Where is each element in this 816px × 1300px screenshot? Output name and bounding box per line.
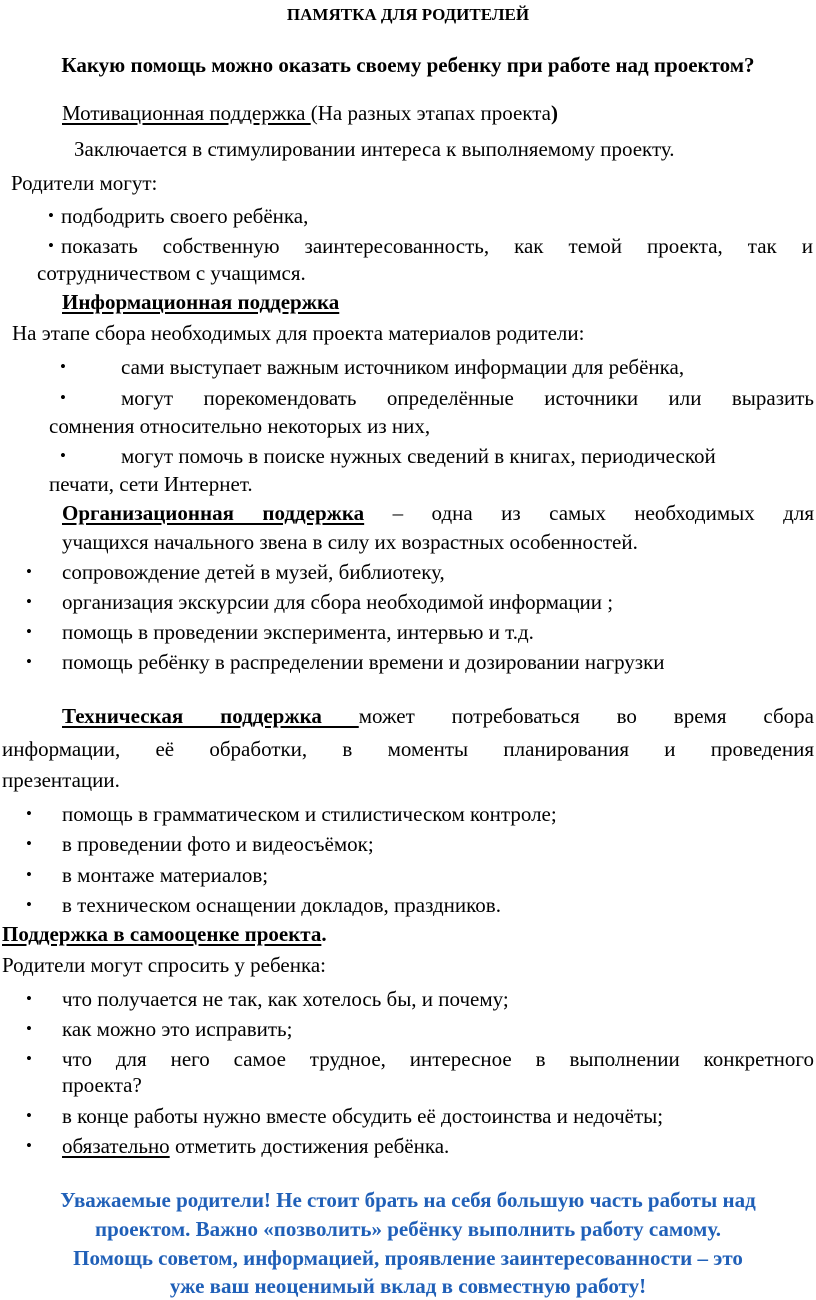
information-item-1: сами выступает важным источником информации для ребёнка,: [121, 355, 685, 379]
bullet-icon: •: [26, 592, 32, 611]
bullet-icon: •: [26, 1136, 32, 1155]
selfassessment-item-5-underlined: обязательно: [62, 1134, 170, 1158]
information-item-2-line-1: могут порекомендовать определённые источники или выразить: [121, 386, 814, 410]
bullet-icon: •: [26, 834, 32, 853]
technical-description-line-2: информации, её обработки, в моменты планирования и проведения: [2, 737, 814, 761]
closing-line-2: проектом. Важно «позволить» ребёнку выполнить работу самому.: [95, 1217, 721, 1241]
organizational-heading-rest: – одна из самых необходимых для: [364, 501, 815, 525]
selfassessment-intro: Родители могут спросить у ребенка:: [2, 953, 326, 977]
bullet-icon: •: [60, 446, 66, 465]
information-item-3-line-2: печати, сети Интернет.: [49, 472, 253, 496]
bullet-icon: •: [60, 388, 66, 407]
motivation-heading-line: [62, 100, 558, 126]
closing-line-1: Уважаемые родители! Не стоит брать на себя большую часть работы над: [60, 1188, 756, 1212]
bullet-icon: •: [26, 1049, 32, 1068]
bullet-icon: •: [26, 562, 32, 581]
bullet-icon: •: [60, 357, 66, 376]
bullet-icon: •: [26, 804, 32, 823]
information-item-2-line-2: сомнения относительно некоторых из них,: [49, 414, 431, 438]
motivation-heading-paren: ): [550, 101, 558, 125]
technical-heading-rest: может потребоваться во время сбора: [358, 704, 814, 728]
information-item-3-line-1: могут помочь в поиске нужных сведений в книгах, периодической: [121, 444, 716, 468]
technical-item-3: в монтаже материалов;: [62, 863, 269, 887]
selfassessment-heading-line: [2, 921, 327, 947]
selfassessment-item-3-line-2: проекта?: [62, 1073, 142, 1097]
bullet-icon: •: [26, 865, 32, 884]
technical-item-1: помощь в грамматическом и стилистическом контроле;: [62, 802, 557, 826]
organizational-item-3: помощь в проведении эксперимента, интервью и т.д.: [62, 620, 534, 644]
motivation-parents-can: Родители могут:: [11, 171, 158, 195]
organizational-heading: Организационная поддержка: [62, 501, 365, 525]
main-question: Какую помощь можно оказать своему ребенку при работе над проектом?: [61, 53, 755, 77]
technical-heading-line: [62, 703, 814, 729]
technical-item-4: в техническом оснащении докладов, праздников.: [62, 893, 501, 917]
organizational-item-2: организация экскурсии для сбора необходимой информации ;: [62, 590, 614, 614]
bullet-icon: •: [48, 206, 54, 225]
organizational-heading-line: [62, 500, 814, 526]
bullet-icon: •: [26, 1019, 32, 1038]
selfassessment-item-2: как можно это исправить;: [62, 1017, 293, 1041]
organizational-item-1: сопровождение детей в музей, библиотеку,: [62, 560, 445, 584]
technical-heading: Техническая поддержка: [62, 704, 359, 728]
selfassessment-heading-dot: .: [321, 922, 327, 946]
selfassessment-item-4: в конце работы нужно вместе обсудить её достоинства и недочёты;: [62, 1104, 664, 1128]
motivation-item-2-line-2: сотрудничеством с учащимся.: [37, 261, 306, 285]
organizational-description: учащихся начального звена в силу их возрастных особенностей.: [62, 530, 638, 554]
bullet-icon: •: [48, 236, 54, 255]
motivation-item-2-line-1: показать собственную заинтересованность, как темой проекта, так и: [61, 234, 813, 258]
information-intro: На этапе сбора необходимых для проекта материалов родители:: [12, 321, 585, 345]
selfassessment-item-3-line-1: что для него самое трудное, интересное в выполнении конкретного: [62, 1047, 814, 1071]
closing-line-4: уже ваш неоценимый вклад в совместную работу!: [169, 1274, 647, 1298]
selfassessment-item-5-rest: отметить достижения ребёнка.: [169, 1134, 450, 1158]
bullet-icon: •: [26, 622, 32, 641]
technical-item-2: в проведении фото и видеосъёмок;: [62, 832, 374, 856]
motivation-item-1: подбодрить своего ребёнка,: [61, 204, 309, 228]
bullet-icon: •: [26, 652, 32, 671]
bullet-icon: •: [26, 1106, 32, 1125]
selfassessment-item-1: что получается не так, как хотелось бы, и почему;: [62, 987, 509, 1011]
bullet-icon: •: [26, 895, 32, 914]
closing-line-3: Помощь советом, информацией, проявление заинтересованности – это: [73, 1246, 743, 1270]
selfassessment-heading: Поддержка в самооценке проекта: [2, 922, 322, 946]
organizational-item-4: помощь ребёнку в распределении времени и дозировании нагрузки: [62, 650, 665, 674]
motivation-heading-note: (На разных этапах проекта: [310, 101, 551, 125]
motivation-heading: Мотивационная поддержка: [62, 101, 311, 125]
technical-description-line-3: презентации.: [2, 768, 120, 792]
information-heading: Информационная поддержка: [62, 290, 340, 314]
motivation-description: Заключается в стимулировании интереса к выполняемому проекту.: [74, 137, 675, 161]
bullet-icon: •: [26, 989, 32, 1008]
selfassessment-item-5-line: [62, 1133, 449, 1159]
document-title: ПАМЯТКА ДЛЯ РОДИТЕЛЕЙ: [286, 5, 530, 24]
